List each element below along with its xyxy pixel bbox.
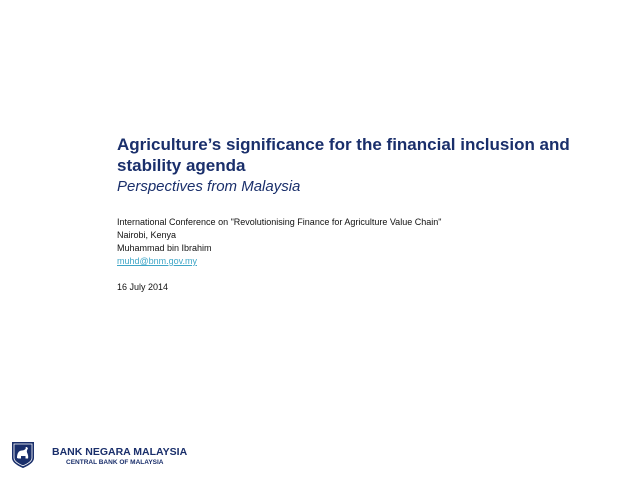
conference-location: Nairobi, Kenya — [117, 230, 177, 240]
bank-subtitle: CENTRAL BANK OF MALAYSIA — [66, 459, 164, 466]
conference-name: International Conference on "Revolutionising Finance for Agriculture Value Chain" — [117, 217, 442, 227]
slide-subtitle: Perspectives from Malaysia — [117, 178, 301, 195]
bank-name: BANK NEGARA MALAYSIA — [52, 446, 188, 458]
speaker-name: Muhammad bin Ibrahim — [117, 243, 212, 253]
presentation-date: 16 July 2014 — [117, 282, 169, 292]
speaker-email-link[interactable]: muhd@bnm.gov.my — [117, 256, 197, 266]
bank-negara-crest-icon — [11, 441, 35, 469]
slide-title: Agriculture’s significance for the financial inclusion and stability agenda — [117, 135, 570, 175]
presentation-details — [117, 216, 441, 294]
